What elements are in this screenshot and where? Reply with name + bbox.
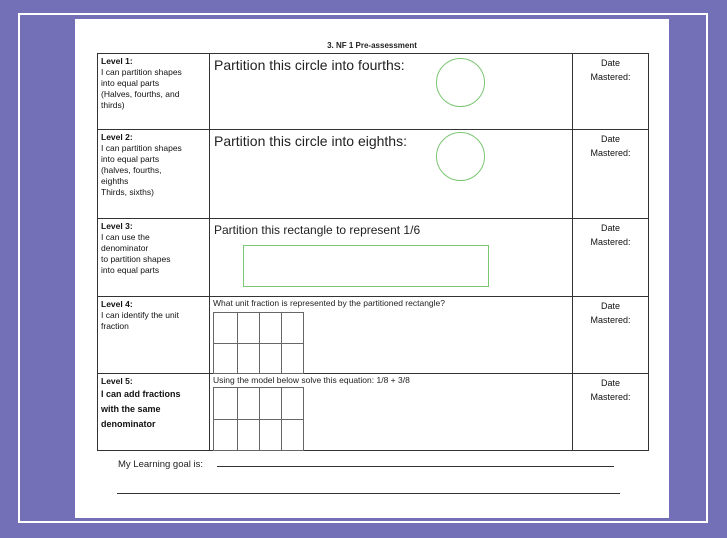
table-row	[98, 297, 649, 374]
level-desc-line: I can partition shapes	[101, 143, 182, 153]
task-prompt: Partition this rectangle to represent 1/6	[214, 223, 421, 237]
level-desc-line: (Halves, fourths, and	[101, 89, 180, 99]
task-cell	[210, 130, 573, 219]
level-label: Level 2:	[101, 132, 133, 142]
level-desc-line: I can add fractions	[101, 389, 181, 399]
date-cell	[573, 297, 649, 374]
level-cell	[98, 130, 210, 219]
level-desc-line: eighths	[101, 176, 129, 186]
task-prompt: Partition this circle into fourths:	[214, 57, 405, 73]
date-cell	[573, 219, 649, 297]
fraction-grid	[213, 387, 304, 451]
level-label: Level 1:	[101, 56, 133, 66]
table-row	[98, 374, 649, 451]
level-label: Level 4:	[101, 299, 133, 309]
grid-line	[214, 419, 303, 420]
level-desc-line: I can use the	[101, 232, 150, 242]
task-cell	[210, 54, 573, 130]
learning-goal-line[interactable]	[217, 466, 614, 467]
page-title: 3. NF 1 Pre-assessment	[327, 41, 417, 50]
level-desc-line: thirds)	[101, 100, 125, 110]
date-label: Date	[600, 378, 620, 388]
level-desc-line: I can partition shapes	[101, 67, 182, 77]
circle-shape[interactable]	[436, 58, 485, 107]
task-prompt: What unit fraction is represented by the partitioned rectangle?	[213, 298, 445, 308]
table-row	[98, 130, 649, 219]
learning-goal-label: My Learning goal is:	[118, 459, 204, 470]
task-cell	[210, 219, 573, 297]
level-desc-line: into equal parts	[101, 78, 160, 88]
date-label: Date	[600, 301, 620, 311]
level-desc-line: into equal parts	[101, 154, 160, 164]
date-cell	[573, 54, 649, 130]
mastered-label: Mastered:	[590, 148, 631, 158]
date-label: Date	[600, 58, 620, 68]
learning-goal-line-2[interactable]	[117, 493, 620, 494]
mastered-label: Mastered:	[590, 237, 631, 247]
date-cell	[573, 374, 649, 451]
task-prompt: Using the model below solve this equation: 1/8 + 3/8	[213, 375, 410, 385]
task-cell	[210, 297, 573, 374]
level-desc-line: (halves, fourths,	[101, 165, 162, 175]
table-row	[98, 54, 649, 130]
level-desc-line: denominator	[101, 419, 156, 429]
date-label: Date	[600, 134, 620, 144]
grid-line	[214, 343, 303, 344]
level-label: Level 5:	[101, 376, 133, 386]
worksheet	[75, 19, 669, 518]
fraction-grid	[213, 312, 304, 374]
mastered-label: Mastered:	[590, 72, 631, 82]
level-desc-line: into equal parts	[101, 265, 160, 275]
circle-shape[interactable]	[436, 132, 485, 181]
assessment-table	[97, 53, 649, 451]
level-cell	[98, 219, 210, 297]
table-row	[98, 219, 649, 297]
task-prompt: Partition this circle into eighths:	[214, 133, 407, 149]
level-desc-line: fraction	[101, 321, 129, 331]
level-desc-line: Thirds, sixths)	[101, 187, 154, 197]
level-desc-line: I can identify the unit	[101, 310, 179, 320]
level-desc-line: with the same	[101, 404, 161, 414]
task-cell	[210, 374, 573, 451]
date-cell	[573, 130, 649, 219]
level-cell	[98, 54, 210, 130]
level-cell	[98, 297, 210, 374]
level-desc-line: denominator	[101, 243, 149, 253]
date-label: Date	[600, 223, 620, 233]
mastered-label: Mastered:	[590, 315, 631, 325]
level-cell	[98, 374, 210, 451]
mastered-label: Mastered:	[590, 392, 631, 402]
level-label: Level 3:	[101, 221, 133, 231]
level-desc-line: to partition shapes	[101, 254, 171, 264]
rectangle-shape[interactable]	[243, 245, 489, 287]
